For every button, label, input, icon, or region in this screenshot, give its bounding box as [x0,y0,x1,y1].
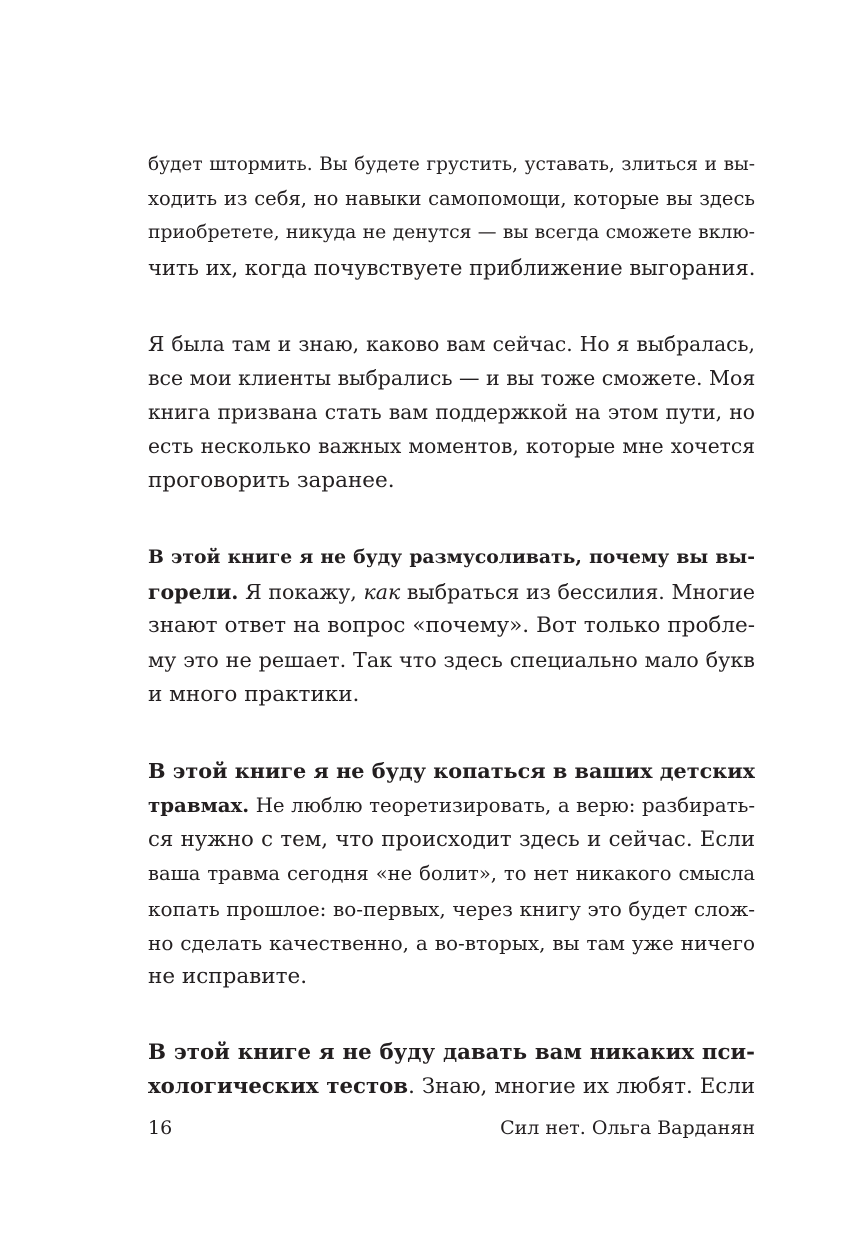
bold-text: травмах. [148,793,250,818]
text-line [148,1036,755,1070]
text-line [148,678,755,712]
text-line [148,216,755,250]
text-line [148,788,755,823]
text-segment: и много практики. [148,681,360,707]
text-line [148,960,755,994]
body-text [148,148,755,1147]
text-segment: приобретете, никуда не денутся — вы всегда сможете вклю- [148,222,755,244]
bold-text: В этой книге я не буду давать вам никаких пси- [148,1040,755,1066]
text-segment: знают ответ на вопрос «почему». Вот только пробле- [148,613,755,639]
text-segment: . Знаю, многие их любят. Если [408,1074,755,1100]
text-line [148,575,755,609]
text-segment: ся нужно с тем, что происходит здесь и сейчас. Если [148,827,755,853]
text-segment: все мои клиенты выбрались — и вы тоже сможете. Моя [148,366,755,391]
text-segment: копать прошлое: во-первых, через книгу это будет слож- [148,896,755,921]
text-line [148,148,755,182]
bold-text: горели. [148,580,239,605]
text-line [148,540,755,575]
text-segment: ходить из себя, но навыки самопомощи, которые вы здесь [148,187,755,211]
page-footer [148,1113,755,1143]
text-line [148,1070,755,1104]
text-line [148,823,755,857]
text-line [148,464,755,498]
text-segment: ваша травма сегодня «не болит», то нет никакого смысла [148,862,755,886]
text-segment: есть несколько важных моментов, которые мне хочется [148,434,755,459]
text-segment: проговорить заранее. [148,467,395,493]
page-number: 16 [148,1117,173,1139]
italic-text: как [363,580,401,605]
text-line [148,609,755,643]
text-line [148,857,755,891]
text-segment: Я покажу, [238,580,364,605]
paragraph [148,540,755,712]
paragraph [148,148,755,285]
text-segment: Я была там и знаю, каково вам сейчас. Но я выбралась, [148,331,755,356]
text-line [148,892,755,926]
bold-text: хологических тестов [148,1074,409,1100]
text-segment: му это не решает. Так что здесь специально мало букв [148,648,755,673]
text-segment: чить их, когда почувствуете приближение выгорания. [148,255,755,280]
text-line [148,395,755,429]
text-line [148,643,755,677]
text-line [148,429,755,463]
text-segment: не исправите. [148,964,308,990]
running-title: Сил нет. Ольга Варданян [500,1117,755,1139]
text-segment: книга призвана стать вам поддержкой на этом пути, но [148,400,755,425]
bold-text: В этой книге я не буду размусоливать, почему вы вы- [148,545,755,568]
text-segment: будет штормить. Вы будете грустить, уставать, злиться и вы- [148,154,755,175]
text-segment: выбраться из бессилия. Многие [400,580,755,605]
text-segment: но сделать качественно, а во-вторых, вы там уже ничего [148,930,755,955]
text-segment: Не люблю теоретизировать, а верю: разбирать- [249,794,755,818]
paragraph [148,754,755,994]
text-line [148,251,755,285]
text-line [148,327,755,361]
paragraph [148,1036,755,1104]
text-line [148,926,755,960]
text-line [148,754,755,788]
paragraph [148,327,755,498]
text-line [148,361,755,395]
bold-text: В этой книге я не буду копаться в ваших детских [148,758,755,783]
text-line [148,182,755,216]
